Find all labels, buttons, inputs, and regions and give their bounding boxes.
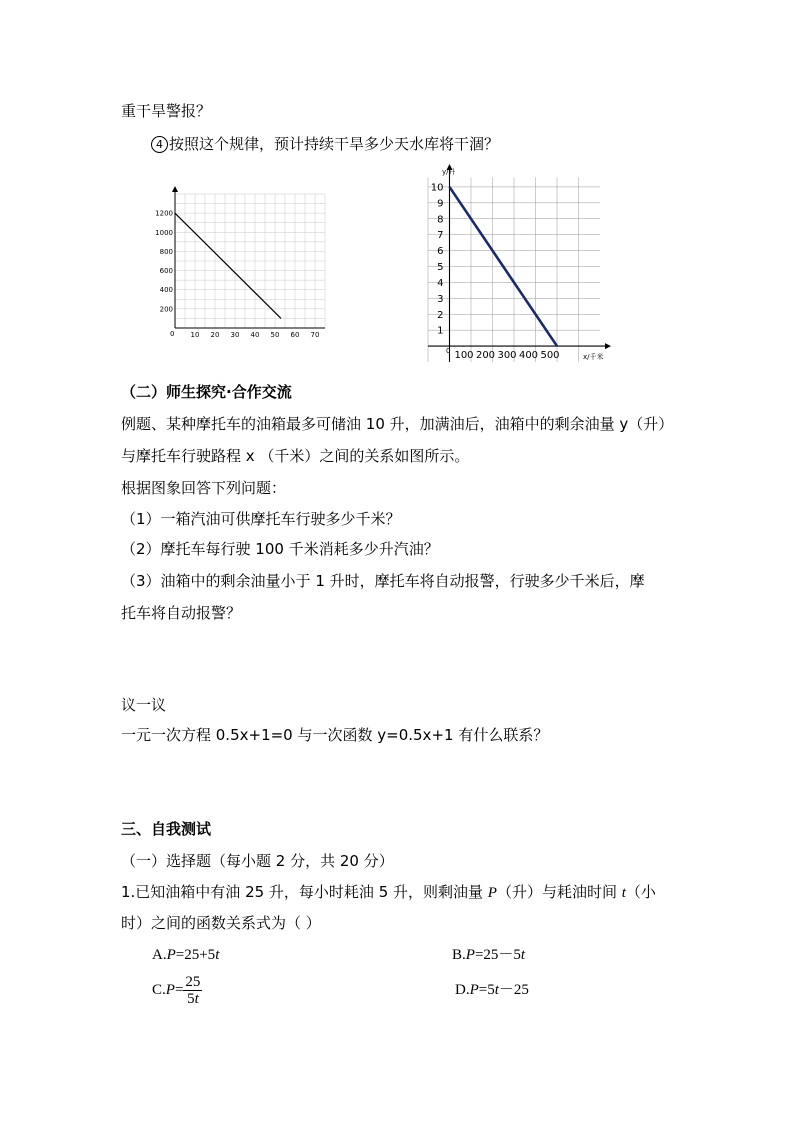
option-expression: =5 [478, 982, 495, 998]
y-tick-label: 1200 [155, 209, 173, 218]
y-tick-label: 4 [437, 277, 444, 289]
question-3-cont: 托车将自动报警？ [121, 604, 242, 622]
y-tick-label: 600 [159, 267, 173, 276]
variable-P: P [469, 982, 479, 998]
x-tick-label: 20 [210, 331, 220, 339]
origin-label: 0 [446, 347, 451, 355]
y-tick-label: 6 [437, 246, 444, 258]
option-expression: =25+5 [175, 947, 216, 963]
option-label: A. [152, 947, 167, 963]
origin-label: 0 [170, 330, 175, 338]
question-2: （2）摩托车每行驶 100 千米消耗多少升汽油？ [121, 540, 439, 558]
fraction-numerator: 25 [185, 974, 201, 991]
y-tick-label: 400 [159, 286, 173, 295]
graph-fuel [420, 163, 620, 368]
y-tick-label: 7 [437, 230, 444, 242]
text-line: 重干旱警报？ [121, 102, 212, 120]
option-expression: =25－5 [474, 947, 521, 963]
x-tick-labels [454, 350, 559, 361]
question-4-text: 按照这个规律，预计持续干旱多少天水库将干涸？ [169, 135, 500, 153]
mc-question-1 [121, 882, 656, 903]
x-tick-label: 200 [475, 350, 496, 362]
option-label: B. [452, 947, 466, 963]
y-axis-arrow [172, 186, 178, 192]
denominator-coef: 5 [187, 991, 195, 1008]
y-tick-label: 9 [437, 198, 444, 210]
graph-grid [428, 177, 600, 362]
y-tick-label: 5 [437, 262, 444, 273]
x-tick-label: 70 [310, 331, 320, 339]
x-tick-label: 400 [518, 350, 539, 362]
option-d [455, 980, 529, 1000]
variable-P: P [465, 947, 475, 963]
y-tick-labels [431, 182, 444, 336]
question-3: （3）油箱中的剩余油量小于 1 升时，摩托车将自动报警，行驶多少千米后，摩 [121, 572, 645, 590]
question-text: （小 [625, 883, 656, 901]
mc-question-1-cont: 时）之间的函数关系式为（ ） [121, 914, 321, 932]
y-tick-label: 1 [437, 325, 444, 337]
y-tick-label: 1000 [155, 228, 173, 237]
variable-t: t [494, 982, 499, 998]
x-tick-label: 10 [190, 331, 200, 339]
question-1: （1）一箱汽油可供摩托车行驶多少千米？ [121, 510, 401, 528]
question-text: （升）与耗油时间 [496, 883, 622, 901]
y-tick-labels [155, 210, 173, 314]
option-label: D. [455, 982, 470, 998]
discuss-text: 一元一次方程 0.5x+1=0 与一次函数 y=0.5x+1 有什么联系？ [121, 726, 549, 744]
variable-t: t [194, 991, 199, 1008]
variable-P: P [487, 885, 497, 901]
x-tick-label: 40 [250, 331, 260, 339]
section-heading: 三、自我测试 [121, 820, 212, 838]
question-text: 1.已知油箱中有油 25 升，每小时耗油 5 升，则剩油量 [121, 883, 488, 901]
y-tick-label: 200 [159, 305, 173, 314]
option-b [452, 945, 525, 965]
discuss-title: 议一议 [121, 696, 167, 714]
variable-t: t [520, 947, 526, 963]
circled-number: 4 [151, 136, 168, 153]
option-label: C. [152, 982, 166, 998]
x-tick-label: 50 [270, 331, 280, 339]
y-tick-label: 2 [437, 309, 444, 321]
x-tick-label: 500 [540, 350, 560, 362]
fraction-denominator [183, 991, 202, 1007]
variable-P: P [166, 947, 176, 963]
x-tick-label: 60 [290, 331, 300, 339]
subsection-heading: （一）选择题（每小题 2 分，共 20 分） [121, 852, 394, 870]
graph-reservoir [155, 186, 330, 344]
option-expression: = [174, 982, 184, 998]
y-axis-label: y/升 [442, 168, 456, 176]
example-text: 例题、某种摩托车的油箱最多可储油 10 升，加满油后，油箱中的剩余油量 y（升） [121, 415, 674, 433]
option-c [152, 970, 202, 1010]
variable-t: t [215, 947, 220, 963]
graph-grid [175, 194, 325, 328]
x-axis-arrow [605, 343, 611, 349]
section-heading: （二）师生探究·合作交流 [121, 383, 292, 401]
instruction-text: 根据图象回答下列问题： [121, 479, 287, 497]
question-4 [151, 134, 499, 154]
y-tick-label: 800 [159, 247, 173, 256]
x-tick-label: 30 [230, 331, 240, 339]
fraction [183, 974, 202, 1007]
option-expression: －25 [498, 982, 529, 998]
variable-t: t [621, 885, 626, 901]
variable-P: P [165, 982, 175, 998]
y-tick-label: 3 [437, 293, 444, 305]
y-tick-label: 8 [437, 214, 444, 226]
example-text: 与摩托车行驶路程 x （千米）之间的关系如图所示。 [121, 447, 470, 465]
x-tick-label: 100 [454, 350, 474, 362]
x-tick-label: 300 [497, 350, 517, 362]
y-tick-label: 10 [430, 182, 444, 194]
x-axis-label: x/千米 [583, 353, 604, 361]
option-a [152, 945, 219, 965]
x-tick-labels [191, 331, 320, 339]
